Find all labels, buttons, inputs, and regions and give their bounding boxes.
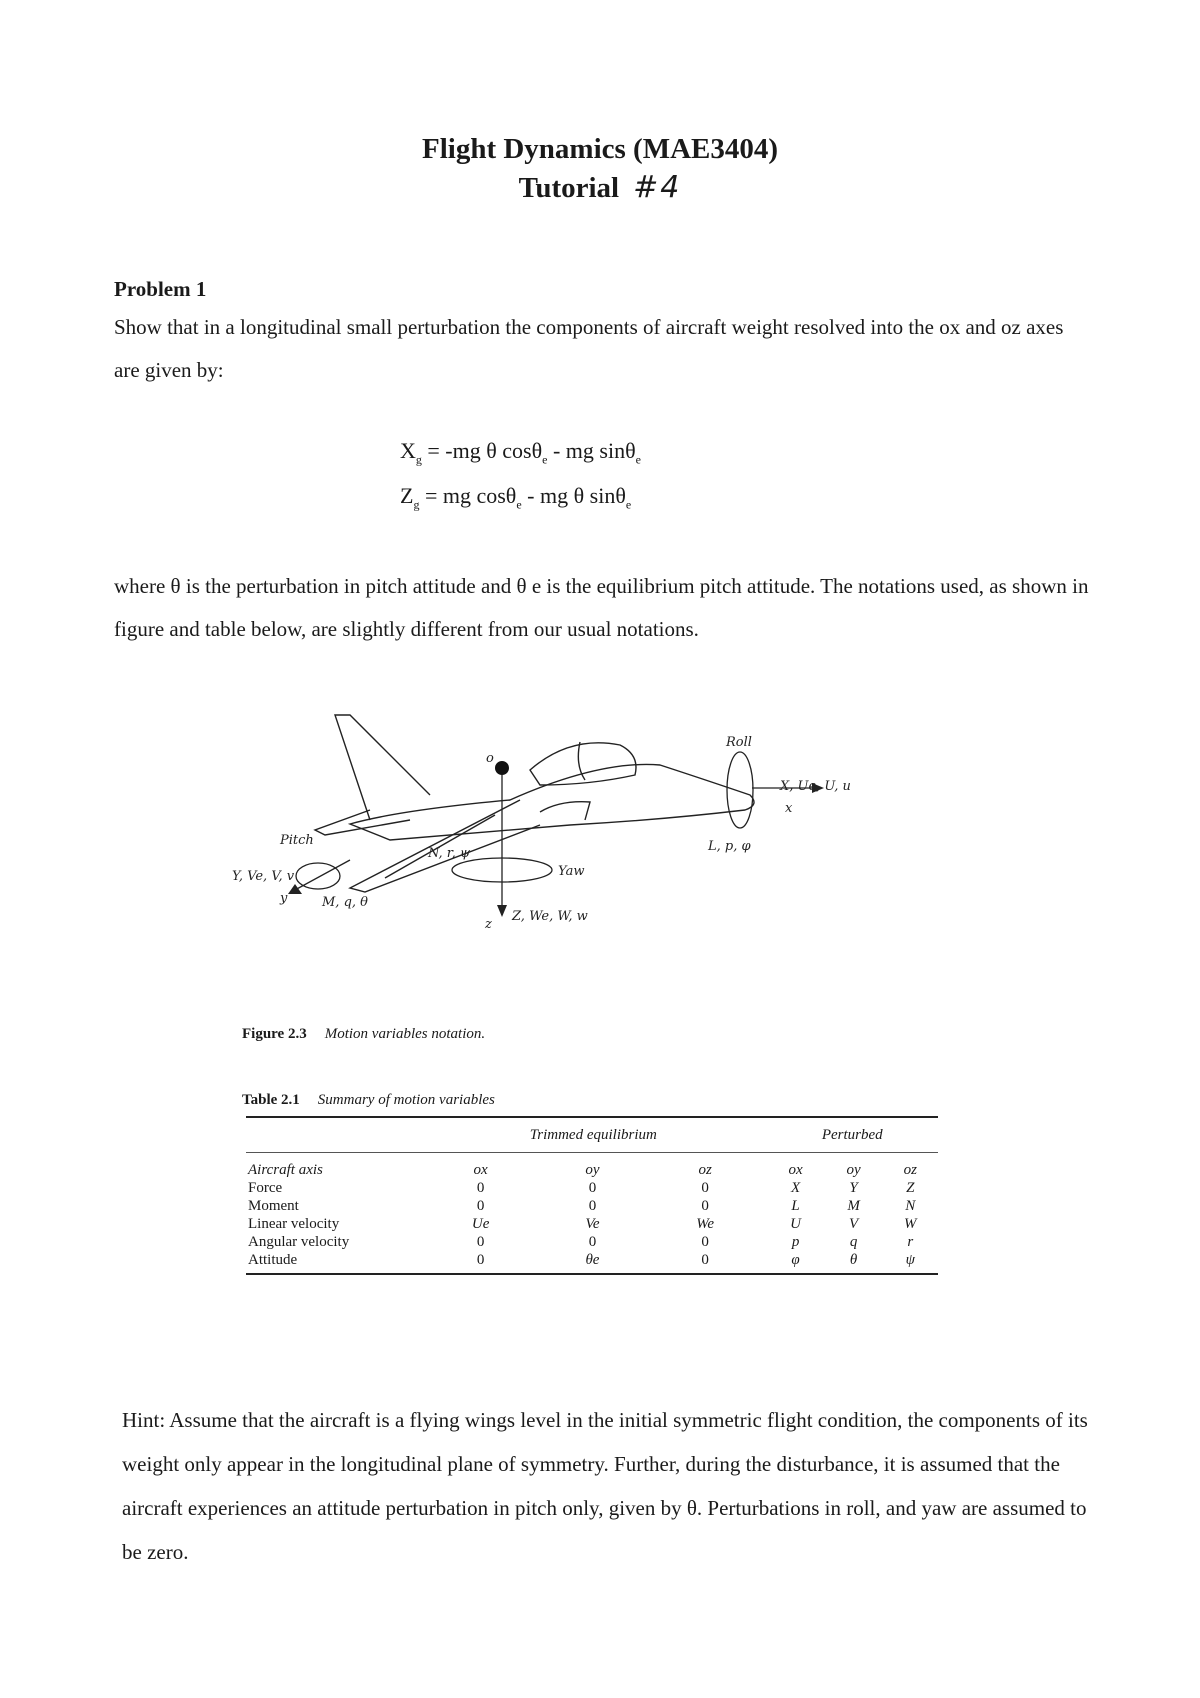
label-pitch: Pitch [280,833,314,848]
table-cell: 0 [644,1251,767,1274]
problem-explanation: where θ is the perturbation in pitch attitude and θ e is the equilibrium pitch attitude. The notations used, as shown in figure and table below, are slightly different from our usual notations. [114,574,1089,641]
table-caption-text: Summary of motion variables [317,1092,495,1108]
eq2-rhs: = mg cosθ [424,483,517,508]
table-cell: 0 [476,1233,485,1250]
problem-statement: Show that in a longitudinal small perturbation the components of aircraft weight resolved into the ox and oz axes are given by: [114,315,1064,382]
table-row [246,1197,938,1215]
problem-heading: Problem 1 [114,277,207,301]
table-cell: 0 [701,1179,709,1196]
pitch-loop [296,863,340,889]
table-cell: Ue [471,1215,490,1232]
table-cell: Y [849,1179,858,1196]
eq1-sub: g [415,452,422,467]
table-cell: θe [541,1251,643,1274]
table-group-header [246,1117,938,1153]
table-cell: 0 [701,1233,709,1250]
table-row [246,1233,938,1251]
table-caption-number: Table 2.1 [242,1092,300,1108]
eq2-sub3: e [625,497,632,512]
aircraft-outline [315,715,754,892]
cg-dot [495,761,509,775]
motion-variables-table [246,1116,938,1275]
label-l-p-phi: L, p, φ [708,839,751,854]
motion-variables-figure [232,700,940,1000]
table-cell: M [847,1197,860,1214]
table-cell: r [907,1233,914,1250]
label-y-axis: y [280,891,288,906]
eq1-rest: - mg sinθ [552,438,636,463]
table-cell: L [791,1197,800,1214]
table-cell: oy [846,1161,861,1178]
row-label: Aircraft axis [248,1161,323,1178]
table-cell: 0 [476,1197,485,1214]
aircraft-diagram [232,700,940,1000]
table-cell: N [905,1197,916,1214]
eq1-sub2: e [542,452,548,467]
table-cell: 0 [701,1197,709,1214]
table-cell: 0 [588,1179,597,1196]
table-cell: Z [906,1179,915,1196]
figure-caption-text: Motion variables notation. [324,1026,486,1042]
document-subtitle [0,170,1200,205]
figure-caption-number: Figure 2.3 [242,1026,307,1042]
table-row [246,1251,938,1274]
figure-caption [242,1026,485,1043]
table-cell: Ve [585,1215,600,1232]
table-cell: θ [825,1251,883,1274]
eq1-rhs: = -mg θ cosθ [427,438,543,463]
eq2-sub: g [413,497,420,512]
z-axis-arrowhead [497,905,507,917]
group-perturbed: Perturbed [767,1117,938,1153]
table-row [246,1153,938,1180]
table-cell: 0 [588,1197,597,1214]
table-row [246,1179,938,1197]
group-trimmed-equilibrium: Trimmed equilibrium [420,1117,767,1153]
eq2-sub2: e [516,497,522,512]
roll-loop [727,752,753,828]
equation-zg [400,483,631,512]
document-title: Flight Dynamics (MAE3404) [421,133,779,165]
row-label: Linear velocity [248,1215,340,1232]
equation-xg [400,438,641,467]
table-cell: X [790,1179,801,1196]
label-z-axis: z [485,917,492,932]
table-row [246,1215,938,1233]
table-cell: φ [767,1251,825,1274]
table-cell: V [848,1215,859,1232]
label-x-axis: x [785,801,793,816]
eq2-rest: - mg θ sinθ [527,483,626,508]
table-cell: 0 [588,1233,597,1250]
table-cell: ox [788,1161,803,1178]
label-y-variables: Y, Ve, V, v [232,869,295,884]
label-yaw: Yaw [558,864,585,879]
tutorial-number-handwritten: #4 [633,170,682,205]
table-cell: W [904,1215,917,1232]
table-cell: oz [903,1161,917,1178]
eq1-lhs: X [400,438,416,463]
label-z-variables: Z, We, W, w [512,909,588,924]
table-cell: oy [585,1161,600,1178]
eq1-sub3: e [635,452,641,467]
label-origin: o [486,751,494,766]
table-cell: oz [698,1161,712,1178]
table-cell: We [696,1215,714,1232]
row-label: Angular velocity [248,1233,350,1250]
row-label: Force [248,1179,283,1196]
row-label: Attitude [246,1251,420,1274]
eq2-lhs: Z [400,483,414,508]
table-cell: ox [473,1161,488,1178]
label-m-q-theta: M, q, θ [322,895,368,910]
label-roll: Roll [726,735,752,750]
table-cell: 0 [420,1251,541,1274]
table-caption [242,1092,495,1109]
label-x-variables: X, Ue, U, u [780,779,851,794]
label-n-r-psi: N, r, ψ [428,846,471,861]
table-cell: q [849,1233,858,1250]
table-cell: p [791,1233,800,1250]
hint-paragraph: Hint: Assume that the aircraft is a flying wings level in the initial symmetric flight condition, the components of its weight only appear in the longitudinal plane of symmetry. Further, during the disturbance, it is assumed that the aircraft experiences an attitude perturbation in pitch only, given by θ. Perturbations in roll, and yaw are assumed to be zero. [122,1408,1088,1564]
tutorial-label: Tutorial [518,172,620,204]
table-cell: ψ [883,1251,938,1274]
table-cell: 0 [476,1179,485,1196]
table-cell: U [790,1215,801,1232]
row-label: Moment [248,1197,299,1214]
y-axis-arrowhead [288,884,302,894]
